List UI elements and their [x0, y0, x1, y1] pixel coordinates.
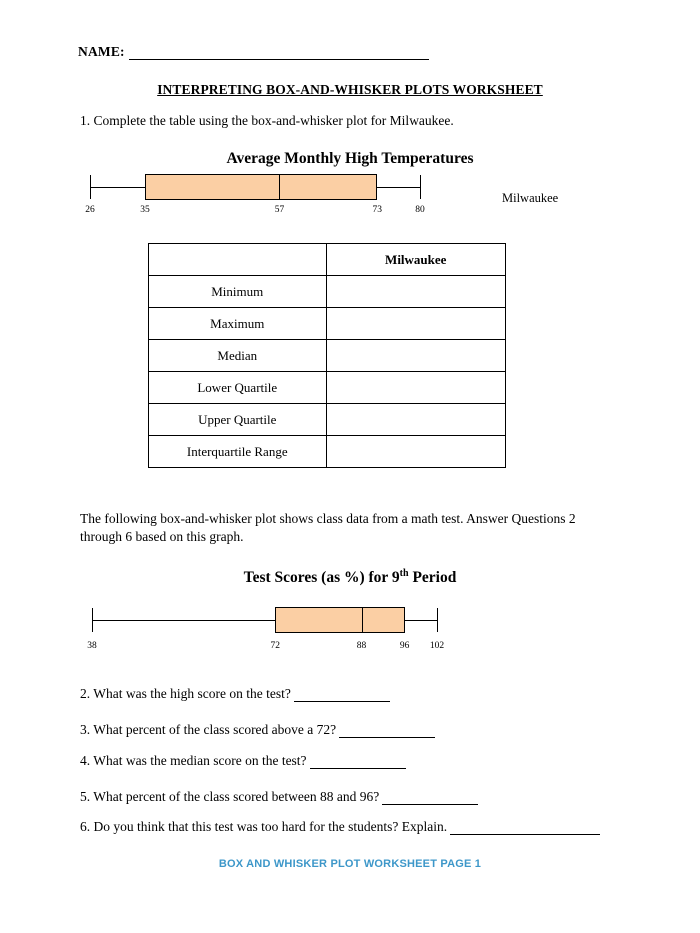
question-1-text: 1. Complete the table using the box-and-whisker plot for Milwaukee. — [80, 113, 454, 128]
chart-1-title: Average Monthly High Temperatures — [226, 150, 474, 167]
answer-blank[interactable] — [339, 726, 435, 738]
table-row-answer-cell[interactable] — [326, 308, 506, 340]
whisker-cap-min — [90, 175, 91, 199]
axis-tick-label: 38 — [87, 641, 97, 651]
chart-1-series-label: Milwaukee — [502, 191, 559, 205]
question-item — [80, 753, 406, 769]
answer-blank[interactable] — [382, 793, 478, 805]
median-line — [279, 174, 280, 200]
whisker-cap-min — [92, 608, 93, 632]
table-row-label: Maximum — [149, 308, 327, 340]
chart-2-title-superscript: th — [399, 568, 409, 579]
median-line — [362, 607, 363, 633]
table-row-label: Interquartile Range — [149, 436, 327, 468]
name-blank-line[interactable] — [129, 48, 429, 60]
axis-tick-label: 80 — [415, 205, 425, 215]
name-field-row — [78, 44, 429, 60]
answer-blank[interactable] — [310, 757, 406, 769]
question-text: 5. What percent of the class scored between 88 and 96? — [80, 789, 380, 804]
question-item — [80, 722, 435, 738]
table-header-row — [149, 244, 506, 276]
table-row-answer-cell[interactable] — [326, 404, 506, 436]
chart-2-title-part2: Period — [408, 569, 457, 587]
question-text: 4. What was the median score on the test? — [80, 753, 307, 768]
table-row — [149, 372, 506, 404]
table-row-answer-cell[interactable] — [326, 436, 506, 468]
instructions-paragraph: The following box-and-whisker plot shows class data from a math test. Answer Questions 2 through 6 based on this graph. — [80, 511, 576, 545]
question-item — [80, 789, 478, 805]
question-text: 6. Do you think that this test was too hard for the students? Explain. — [80, 819, 448, 834]
chart-2-title-part1: Test Scores (as %) for 9 — [243, 569, 400, 587]
table-row-answer-cell[interactable] — [326, 340, 506, 372]
whisker-cap-max — [437, 608, 438, 632]
page-footer: BOX AND WHISKER PLOT WORKSHEET PAGE 1 — [218, 858, 482, 870]
table-corner-header — [149, 244, 327, 276]
axis-tick-label: 102 — [429, 641, 445, 651]
axis-tick-label: 73 — [372, 205, 382, 215]
question-text: 3. What percent of the class scored above a 72? — [80, 722, 337, 737]
question-text: 2. What was the high score on the test? — [80, 686, 291, 701]
interquartile-box — [145, 174, 377, 200]
page-title: INTERPRETING BOX-AND-WHISKER PLOTS WORKSHEET — [157, 82, 543, 97]
table-row-label: Lower Quartile — [149, 372, 327, 404]
answer-blank[interactable] — [294, 690, 390, 702]
axis-tick-label: 26 — [85, 205, 95, 215]
box-whisker-plot-test-scores — [87, 605, 445, 651]
table-row-answer-cell[interactable] — [326, 276, 506, 308]
table-row-label: Upper Quartile — [149, 404, 327, 436]
axis-tick-label: 72 — [270, 641, 281, 651]
table-row — [149, 340, 506, 372]
axis-tick-label: 35 — [140, 205, 150, 215]
answer-blank[interactable] — [450, 823, 600, 835]
table-column-header-milwaukee: Milwaukee — [326, 244, 506, 276]
table-row-label: Minimum — [149, 276, 327, 308]
axis-tick-label: 57 — [274, 205, 285, 215]
table-row — [149, 404, 506, 436]
axis-tick-label: 96 — [399, 641, 410, 651]
table-row — [149, 436, 506, 468]
whisker-cap-max — [420, 175, 421, 199]
table-row — [149, 276, 506, 308]
name-label: NAME: — [78, 44, 125, 59]
table-row-label: Median — [149, 340, 327, 372]
axis-tick-label: 88 — [356, 641, 367, 651]
box-whisker-plot-milwaukee — [85, 172, 425, 218]
chart-2-title — [0, 568, 700, 587]
question-item — [80, 686, 390, 702]
milwaukee-data-table — [148, 243, 506, 468]
table-row-answer-cell[interactable] — [326, 372, 506, 404]
interquartile-box — [275, 607, 404, 633]
question-item — [80, 819, 600, 835]
table-row — [149, 308, 506, 340]
